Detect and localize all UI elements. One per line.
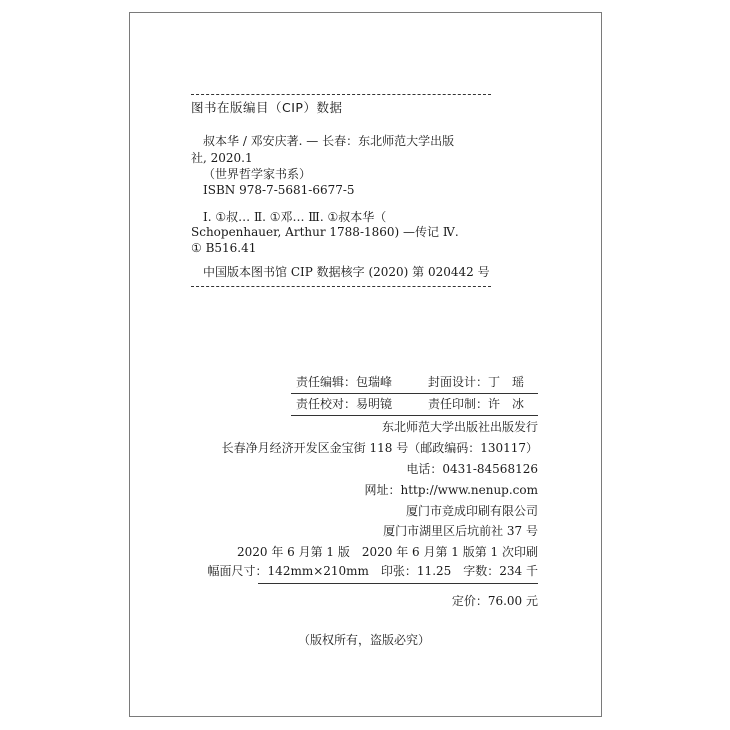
credit-cover-design: 封面设计：丁 瑶 [428,375,525,389]
publisher-phone: 电话：0431-84568126 [406,462,538,476]
cip-subject-line1: Ⅰ. ①叔… Ⅱ. ①邓… Ⅲ. ①叔本华（ [203,210,387,224]
format-rule [258,583,538,584]
credit-editor: 责任编辑：包瑞峰 [296,375,393,389]
credit-proofreader: 责任校对：易明镜 [296,397,393,411]
credit-rule-2 [291,415,538,416]
printer-address: 厦门市湖里区后坑前社 37 号 [383,524,538,538]
format-line: 幅面尺寸：142mm×210mm 印张：11.25 字数：234 千 [207,564,538,578]
typesetter: 厦门市竞成印刷有限公司 [405,504,538,518]
cip-subject-line2: Schopenhauer, Arthur 1788-1860) —传记 Ⅳ. [191,225,459,239]
cip-subject-line3: ① B516.41 [191,241,257,255]
cip-entry-line2: 社, 2020.1 [191,151,253,165]
cip-series: （世界哲学家书系） [203,167,312,181]
edition-line: 2020 年 6 月第 1 版 2020 年 6 月第 1 版第 1 次印刷 [236,545,538,559]
cip-title: 图书在版编目（CIP）数据 [191,100,343,115]
publisher-name: 东北师范大学出版社出版发行 [381,420,538,434]
copyright-page [129,12,602,717]
cip-isbn: ISBN 978-7-5681-6677-5 [203,183,355,197]
credit-rule-1 [291,393,538,394]
publisher-address: 长春净月经济开发区金宝街 118 号（邮政编码：130117） [221,441,538,455]
credit-print-supervisor: 责任印制：许 冰 [428,397,525,411]
top-dashed-divider [191,94,491,95]
price: 定价：76.00 元 [451,594,538,608]
bottom-dashed-divider [191,286,491,287]
cip-record-number: 中国版本图书馆 CIP 数据核字 (2020) 第 020442 号 [203,265,490,279]
cip-entry-line1: 叔本华 / 邓安庆著. — 长春：东北师范大学出版 [203,134,455,148]
rights-notice: （版权所有，盗版必究） [298,633,431,647]
publisher-website: 网址：http://www.nenup.com [364,483,538,497]
